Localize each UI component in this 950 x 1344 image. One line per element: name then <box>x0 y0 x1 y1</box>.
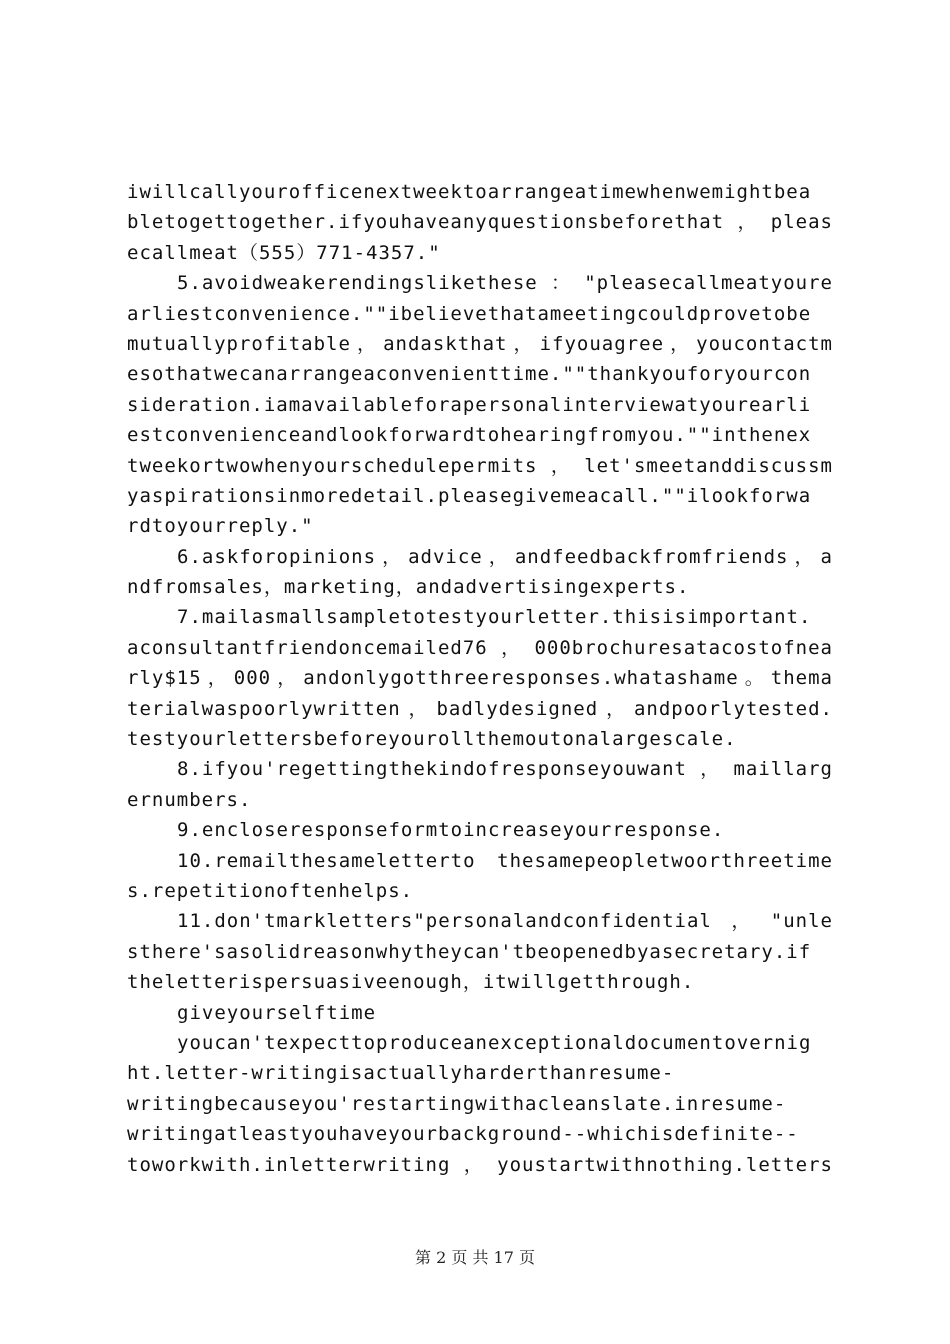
text-line: giveyourselftime <box>177 1001 377 1024</box>
text-line: yaspirationsinmoredetail.pleasegivemeacall.""ilookforwa <box>127 484 812 507</box>
text-line: testyourlettersbeforeyourollthemoutonalargescale. <box>127 728 737 751</box>
text-line: bletogettogether.ifyouhaveanyquestionsbeforethat，pleas <box>127 211 833 234</box>
text-line: sthere'sasolidreasonwhytheycan'tbeopenedbyasecretary.if <box>127 940 812 963</box>
text-line: ht.letter-writingisactuallyharderthanresume- <box>127 1062 675 1085</box>
text-line: tweekortwowhenyourschedulepermits，let'smeetanddiscussm <box>127 454 833 477</box>
text-line: writingbecauseyou'restartingwithacleanslate.inresume- <box>127 1092 787 1115</box>
text-line: theletterispersuasiveenough，itwillgetthrough. <box>127 971 695 994</box>
text-line: 5.avoidweakerendingslikethese："pleasecallmeatyoure <box>177 272 833 295</box>
text-line: 6.askforopinions，advice，andfeedbackfromfriends，a <box>177 545 833 568</box>
text-line: 11.don'tmarkletters"personalandconfidential，"unle <box>177 910 833 933</box>
text-line: ndfromsales，marketing，andadvertisingexperts. <box>127 576 690 599</box>
text-line: esothatwecanarrangeaconvenienttime.""thankyouforyourcon <box>127 363 812 386</box>
text-line: rdtoyourreply." <box>127 515 314 538</box>
text-line: aconsultantfriendoncemailed76，000brochuresatacostofnea <box>127 636 833 659</box>
text-line: iwillcallyourofficenextweektoarrangeatimewhenwemightbea <box>127 181 812 203</box>
text-line: sideration.iamavailableforapersonalinterviewatyourearli <box>127 393 812 416</box>
text-line: 7.mailasmallsampletotestyourletter.thisisimportant. <box>177 606 812 629</box>
text-line: arliestconvenience.""ibelievethatameetingcouldprovetobe <box>127 302 812 325</box>
text-line: ernumbers. <box>127 788 252 811</box>
text-line: s.repetitionoftenhelps. <box>127 879 414 902</box>
page-footer: 第 2 页 共 17 页 <box>415 1248 535 1267</box>
text-line: youcan'texpecttoproduceanexceptionaldocumentovernig <box>177 1031 812 1054</box>
document-body <box>127 177 833 1180</box>
text-line: ecallmeat（555）771-4357." <box>127 241 441 264</box>
text-line: rly$15，000，andonlygotthreeresponses.whatashame。thema <box>127 667 833 690</box>
text-line: 9.encloseresponseformtoincreaseyourresponse. <box>177 819 725 842</box>
text-line: mutuallyprofitable，andaskthat，ifyouagree，youcontactm <box>127 332 833 355</box>
text-line: estconvenienceandlookforwardtohearingfromyou.""inthenex <box>127 424 812 447</box>
text-line: terialwaspoorlywritten，badlydesigned，andpoorlytested. <box>127 697 833 720</box>
text-line: writingatleastyouhaveyourbackground--whichisdefinite-- <box>127 1123 799 1146</box>
text-line: 10.remailthesameletterto thesamepeopletwoorthreetime <box>177 849 833 872</box>
text-line: toworkwith.inletterwriting，youstartwithnothing.letters <box>127 1153 833 1176</box>
text-line: 8.ifyou'regettingthekindofresponseyouwant，maillarg <box>177 758 833 781</box>
